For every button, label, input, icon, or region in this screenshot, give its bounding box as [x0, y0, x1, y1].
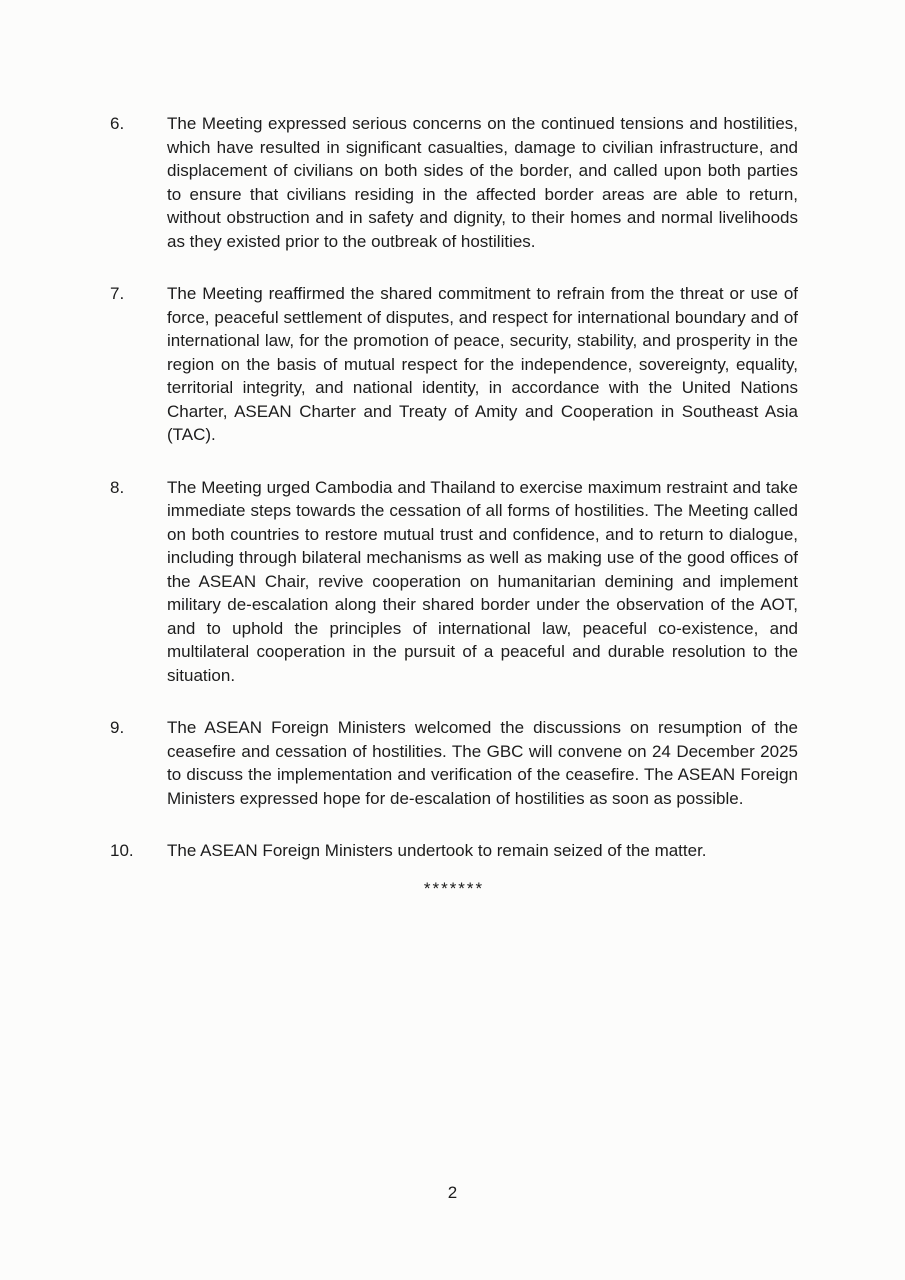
paragraph-number: 7. — [110, 284, 125, 303]
document-body — [110, 112, 798, 900]
paragraph-text: The Meeting reaffirmed the shared commitment to refrain from the threat or use of force, peaceful settlement of disputes, and respect for international boundary and of international law, for the promotion of peace, security, stability, and prosperity in the region on the basis of mutual respect for the independence, sovereignty, equality, territorial integrity, and national identity, in accordance with the United Nations Charter, ASEAN Charter and Treaty of Amity and Cooperation in Southeast Asia (TAC). — [167, 284, 798, 444]
paragraph-9 — [110, 716, 798, 810]
page-number: 2 — [447, 1183, 458, 1202]
paragraph-text: The Meeting urged Cambodia and Thailand to exercise maximum restraint and take immediate steps towards the cessation of all forms of hostilities. The Meeting called on both countries to restore mutual trust and confidence, and to return to dialogue, including through bilateral mechanisms as well as making use of the good offices of the ASEAN Chair, revive cooperation on humanitarian demining and implement military de-escalation along their shared border under the observation of the AOT, and to uphold the principles of international law, peaceful co-existence, and multilateral cooperation in the pursuit of a peaceful and durable resolution to the situation. — [167, 477, 798, 685]
paragraph-7 — [110, 282, 798, 447]
paragraph-number: 6. — [110, 114, 125, 133]
paragraph-number: 8. — [110, 477, 125, 497]
asterisk-separator: ******* — [423, 878, 485, 898]
paragraph-number: 10. — [110, 841, 134, 860]
paragraph-10 — [110, 839, 798, 863]
paragraph-text: The Meeting expressed serious concerns on the continued tensions and hostilities, which have resulted in significant casualties, damage to civilian infrastructure, and displacement of civilians on both sides of the border, and called upon both parties to ensure that civilians residing in the affected border areas are able to return, without obstruction and in safety and dignity, to their homes and normal livelihoods as they existed prior to the outbreak of hostilities. — [167, 114, 798, 251]
paragraph-6 — [110, 112, 798, 253]
paragraph-text: The ASEAN Foreign Ministers undertook to remain seized of the matter. — [167, 841, 707, 860]
paragraph-8 — [110, 476, 798, 688]
paragraph-text: The ASEAN Foreign Ministers welcomed the discussions on resumption of the ceasefire and cessation of hostilities. The GBC will convene on 24 December 2025 to discuss the implementation and verification of the ceasefire. The ASEAN Foreign Ministers expressed hope for de-escalation of hostilities as soon as possible. — [167, 718, 798, 808]
paragraph-number: 9. — [110, 718, 125, 737]
